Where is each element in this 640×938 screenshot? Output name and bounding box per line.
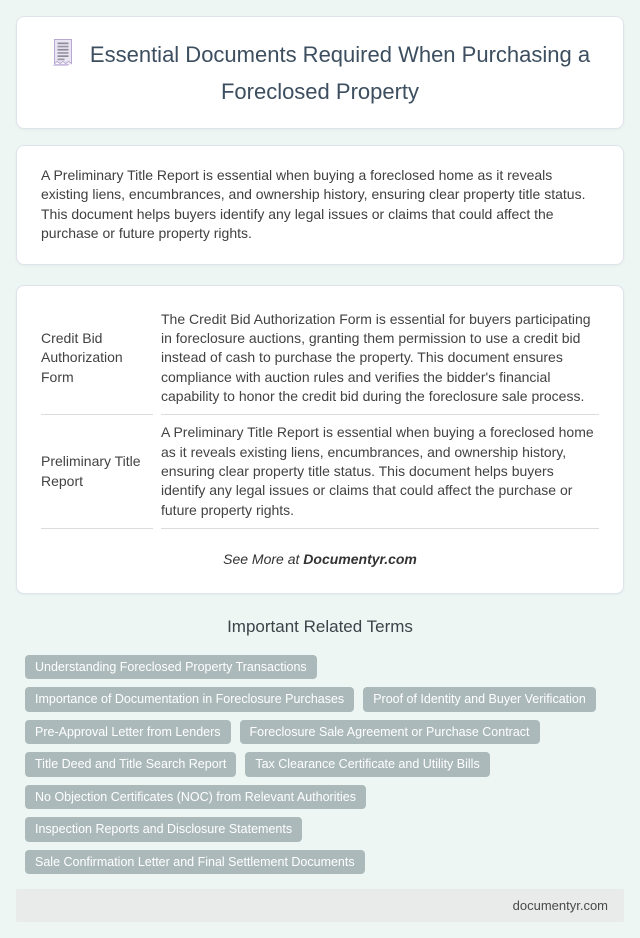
- document-term: Credit Bid Authorization Form: [41, 310, 153, 416]
- footer-bar: [16, 889, 624, 922]
- documents-card: [16, 285, 624, 594]
- related-term-tag[interactable]: Sale Confirmation Letter and Final Settlement Documents: [25, 850, 365, 875]
- table-row: [41, 415, 599, 529]
- summary-card: [16, 145, 624, 265]
- document-description: The Credit Bid Authorization Form is essential for buyers participating in foreclosure auctions, granting them permission to use a credit bid instead of cash to purchase the property. This document ensures compliance with auction rules and verifies the bidder's financial capability to honor the credit bid during the foreclosure sale process.: [161, 310, 599, 416]
- table-row: [41, 310, 599, 416]
- related-term-tag[interactable]: Inspection Reports and Disclosure Statements: [25, 817, 302, 842]
- related-terms-heading: Important Related Terms: [227, 616, 413, 636]
- document-term: Preliminary Title Report: [41, 415, 153, 529]
- title-card: [16, 16, 624, 129]
- related-term-tag[interactable]: Understanding Foreclosed Property Transactions: [25, 655, 317, 680]
- related-term-tag[interactable]: Importance of Documentation in Foreclosure Purchases: [25, 687, 354, 712]
- page-title: [47, 38, 593, 107]
- related-term-tag[interactable]: Pre-Approval Letter from Lenders: [25, 720, 231, 745]
- summary-text: A Preliminary Title Report is essential when buying a foreclosed home as it reveals existing liens, encumbrances, and ownership history, ensuring clear property title status. This document helps buyers identify any legal issues or claims that could affect the purchase or future property rights.: [41, 167, 586, 242]
- related-term-tag[interactable]: Title Deed and Title Search Report: [25, 752, 236, 777]
- see-more-site-link[interactable]: Documentyr.com: [303, 550, 417, 567]
- related-term-tag[interactable]: No Objection Certificates (NOC) from Relevant Authorities: [25, 785, 366, 810]
- see-more-prefix: See More at: [223, 550, 304, 567]
- page-title-text: Essential Documents Required When Purchasing a Foreclosed Property: [89, 42, 591, 104]
- receipt-icon: [50, 38, 76, 76]
- related-term-tag[interactable]: Proof of Identity and Buyer Verification: [363, 687, 596, 712]
- documents-table: [33, 310, 607, 529]
- related-term-tag[interactable]: Tax Clearance Certificate and Utility Bills: [245, 752, 489, 777]
- see-more-line: [33, 551, 607, 567]
- document-description: A Preliminary Title Report is essential when buying a foreclosed home as it reveals existing liens, encumbrances, and ownership history, ensuring clear property title status. This document helps buyers identify any legal issues or claims that could affect the purchase or future property rights.: [161, 415, 599, 529]
- related-term-tag[interactable]: Foreclosure Sale Agreement or Purchase Contract: [240, 720, 540, 745]
- related-terms-list: [25, 655, 615, 875]
- footer-domain: documentyr.com: [512, 898, 608, 914]
